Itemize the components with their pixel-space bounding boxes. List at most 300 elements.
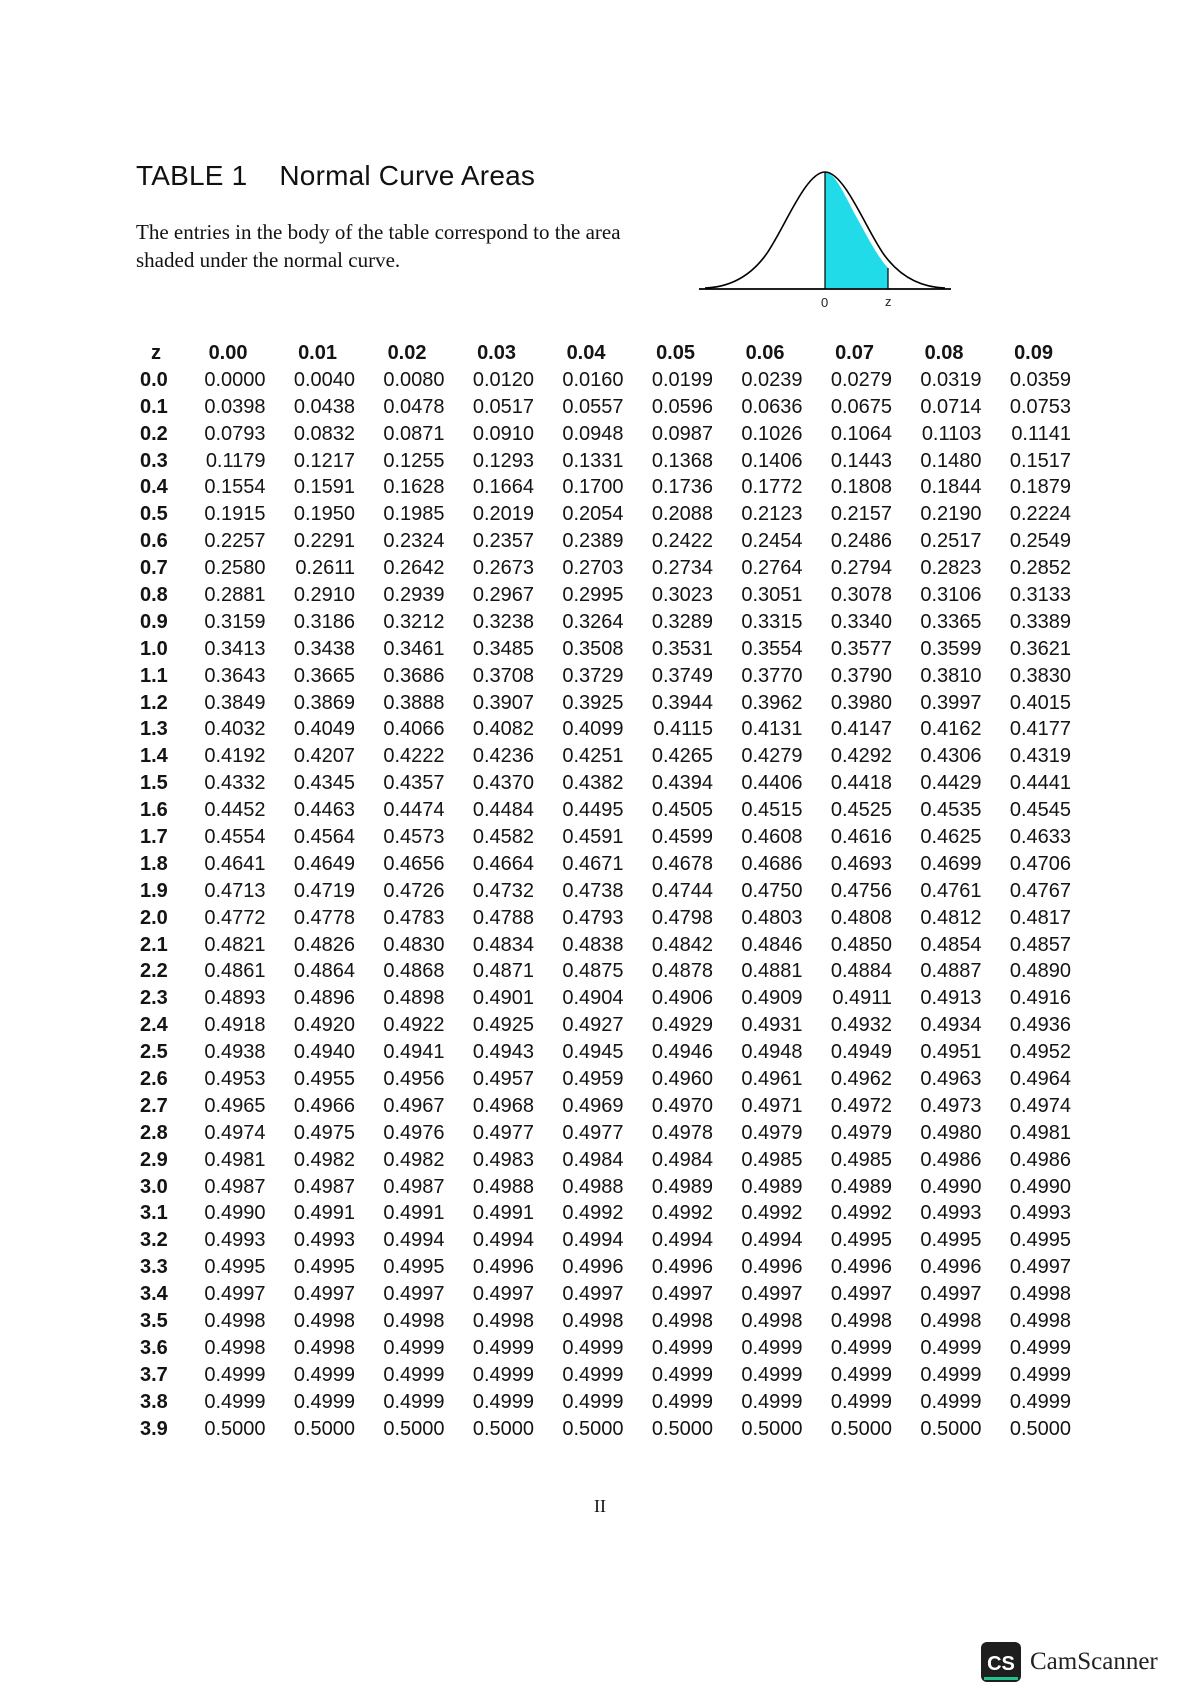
area-value: 0.4998 xyxy=(562,1310,624,1332)
area-value: 0.3340 xyxy=(830,610,892,633)
area-value: 0.5000 xyxy=(204,1417,266,1440)
area-value: 0.4999 xyxy=(830,1336,892,1359)
area-value: 0.4864 xyxy=(293,960,355,983)
area-value: 0.4999 xyxy=(472,1363,534,1386)
header-col: 0.03 xyxy=(477,341,516,364)
area-value: 0.4951 xyxy=(920,1041,982,1064)
z-value: 0.7 xyxy=(140,557,168,580)
area-value: 0.3186 xyxy=(293,610,355,633)
table-row xyxy=(136,421,1071,448)
area-value: 0.3907 xyxy=(472,691,534,714)
z-value: 1.8 xyxy=(140,852,168,875)
z-value: 1.0 xyxy=(140,637,168,660)
area-value: 0.4474 xyxy=(383,799,445,822)
area-value: 0.3212 xyxy=(383,610,445,633)
table-row xyxy=(136,958,1071,985)
area-value: 0.4998 xyxy=(920,1310,982,1332)
table-row xyxy=(136,663,1071,690)
area-value: 0.4997 xyxy=(651,1283,713,1306)
area-value: 0.0120 xyxy=(472,368,534,391)
header-z: z xyxy=(151,341,161,364)
area-value: 0.4893 xyxy=(204,987,266,1010)
area-value: 0.4625 xyxy=(920,825,982,848)
table-header-row xyxy=(136,340,1071,367)
area-value: 0.4406 xyxy=(741,772,803,795)
area-value: 0.4998 xyxy=(651,1310,713,1332)
area-value: 0.3925 xyxy=(562,691,624,714)
area-value: 0.4881 xyxy=(741,960,803,983)
area-value: 0.4999 xyxy=(383,1390,445,1413)
area-value: 0.4977 xyxy=(472,1121,534,1144)
table-title: Normal Curve Areas xyxy=(279,160,536,191)
table-row xyxy=(136,1362,1071,1389)
area-value: 0.4999 xyxy=(920,1363,982,1386)
table-row xyxy=(136,1174,1071,1201)
area-value: 0.0398 xyxy=(204,395,266,418)
area-value: 0.4236 xyxy=(472,745,534,768)
area-value: 0.0948 xyxy=(562,422,624,445)
area-value: 0.3133 xyxy=(1009,583,1071,606)
area-value: 0.4995 xyxy=(383,1256,445,1279)
area-value: 0.2794 xyxy=(830,557,892,580)
area-value: 0.1628 xyxy=(383,476,445,499)
area-value: 0.4996 xyxy=(472,1256,534,1279)
area-value: 0.4706 xyxy=(1009,852,1071,875)
area-value: 0.3708 xyxy=(472,664,534,687)
area-value: 0.1141 xyxy=(1011,422,1071,445)
table-row xyxy=(136,1012,1071,1039)
z-value: 2.6 xyxy=(140,1067,168,1090)
area-value: 0.4911 xyxy=(832,987,892,1010)
area-value: 0.5000 xyxy=(1009,1417,1071,1440)
table-row xyxy=(136,636,1071,663)
area-value: 0.5000 xyxy=(293,1417,355,1440)
area-value: 0.4896 xyxy=(293,987,355,1010)
z-value: 3.6 xyxy=(140,1336,168,1359)
area-value: 0.4988 xyxy=(562,1175,624,1198)
area-value: 0.3686 xyxy=(383,664,445,687)
area-value: 0.4463 xyxy=(293,799,355,822)
area-value: 0.4981 xyxy=(1009,1121,1071,1144)
area-value: 0.0279 xyxy=(830,368,892,391)
table-row xyxy=(136,609,1071,636)
z-value: 2.8 xyxy=(140,1121,168,1144)
area-value: 0.4306 xyxy=(920,745,982,768)
z-value: 1.5 xyxy=(140,772,168,795)
area-value: 0.4830 xyxy=(383,933,445,956)
area-value: 0.4969 xyxy=(562,1094,624,1117)
area-value: 0.4978 xyxy=(651,1121,713,1144)
area-value: 0.4319 xyxy=(1009,745,1071,768)
area-value: 0.4573 xyxy=(383,825,445,848)
area-value: 0.2257 xyxy=(204,530,266,553)
z-value: 1.9 xyxy=(140,879,168,902)
table-row xyxy=(136,932,1071,959)
table-row xyxy=(136,743,1071,770)
area-value: 0.4996 xyxy=(562,1256,624,1279)
area-value: 0.4699 xyxy=(920,852,982,875)
area-value: 0.4999 xyxy=(293,1363,355,1386)
area-value: 0.4999 xyxy=(204,1390,266,1413)
area-value: 0.4999 xyxy=(651,1336,713,1359)
z-value: 0.0 xyxy=(140,368,168,391)
area-value: 0.4993 xyxy=(1009,1202,1071,1225)
area-value: 0.0871 xyxy=(383,422,445,445)
area-value: 0.4931 xyxy=(741,1014,803,1037)
area-value: 0.4999 xyxy=(204,1363,266,1386)
area-value: 0.1064 xyxy=(830,422,892,445)
area-value: 0.1879 xyxy=(1009,476,1071,499)
area-value: 0.4803 xyxy=(741,906,803,929)
area-value: 0.4994 xyxy=(741,1229,803,1252)
area-value: 0.4382 xyxy=(562,772,624,795)
area-value: 0.4838 xyxy=(562,933,624,956)
area-value: 0.4999 xyxy=(741,1390,803,1413)
table-row xyxy=(136,851,1071,878)
area-value: 0.0080 xyxy=(383,368,445,391)
area-value: 0.4332 xyxy=(204,772,266,795)
area-value: 0.1293 xyxy=(472,449,534,472)
z-value: 0.6 xyxy=(140,530,168,553)
area-value: 0.2734 xyxy=(651,557,713,580)
area-value: 0.3997 xyxy=(920,691,982,714)
area-value: 0.4904 xyxy=(562,987,624,1010)
area-value: 0.2580 xyxy=(204,557,266,580)
area-value: 0.4999 xyxy=(1009,1363,1071,1386)
table-row xyxy=(136,1147,1071,1174)
area-value: 0.2764 xyxy=(741,557,803,580)
z-value: 2.5 xyxy=(140,1041,168,1064)
area-value: 0.4987 xyxy=(293,1175,355,1198)
area-value: 0.4994 xyxy=(651,1229,713,1252)
area-value: 0.4913 xyxy=(920,987,982,1010)
area-value: 0.2486 xyxy=(830,530,892,553)
camscanner-watermark: CamScanner xyxy=(1030,1648,1158,1675)
z-value: 1.7 xyxy=(140,825,168,848)
area-value: 0.4756 xyxy=(830,879,892,902)
area-value: 0.4826 xyxy=(293,933,355,956)
area-value: 0.4861 xyxy=(204,960,266,983)
camscanner-logo-text: CS xyxy=(987,1653,1015,1675)
z-value: 3.5 xyxy=(140,1310,168,1332)
area-value: 0.4990 xyxy=(1009,1175,1071,1198)
area-value: 0.4994 xyxy=(383,1229,445,1252)
z-value: 0.8 xyxy=(140,583,168,606)
z-value: 2.3 xyxy=(140,987,168,1010)
z-value: 0.1 xyxy=(140,395,168,418)
area-value: 0.4946 xyxy=(651,1041,713,1064)
area-value: 0.3869 xyxy=(293,691,355,714)
area-value: 0.4985 xyxy=(741,1148,803,1171)
area-value: 0.4974 xyxy=(204,1121,266,1144)
area-value: 0.4936 xyxy=(1009,1014,1071,1037)
table-row xyxy=(136,1039,1071,1066)
area-value: 0.4999 xyxy=(830,1390,892,1413)
header-col: 0.09 xyxy=(1014,341,1053,364)
area-value: 0.4998 xyxy=(383,1310,445,1332)
area-value: 0.4767 xyxy=(1009,879,1071,902)
z-value: 3.3 xyxy=(140,1256,168,1279)
table-title-line xyxy=(136,160,535,192)
area-value: 0.4955 xyxy=(293,1067,355,1090)
area-value: 0.4608 xyxy=(741,825,803,848)
table-row xyxy=(136,582,1071,609)
area-value: 0.4995 xyxy=(204,1256,266,1279)
z-value: 1.1 xyxy=(140,664,168,687)
area-value: 0.4099 xyxy=(562,718,624,741)
area-value: 0.1808 xyxy=(830,476,892,499)
table-row xyxy=(136,528,1071,555)
area-value: 0.4963 xyxy=(920,1067,982,1090)
area-value: 0.4993 xyxy=(204,1229,266,1252)
area-value: 0.4998 xyxy=(1009,1283,1071,1306)
z-value: 2.0 xyxy=(140,906,168,929)
area-value: 0.1217 xyxy=(293,449,355,472)
area-value: 0.3289 xyxy=(651,610,713,633)
area-value: 0.1772 xyxy=(741,476,803,499)
area-value: 0.4279 xyxy=(741,745,803,768)
area-value: 0.3888 xyxy=(383,691,445,714)
z-value: 2.9 xyxy=(140,1148,168,1171)
area-value: 0.4988 xyxy=(472,1175,534,1198)
table-row xyxy=(136,1093,1071,1120)
area-value: 0.3413 xyxy=(204,637,266,660)
area-value: 0.4713 xyxy=(204,879,266,902)
area-value: 0.1331 xyxy=(562,449,624,472)
area-value: 0.0000 xyxy=(204,368,266,391)
area-value: 0.4719 xyxy=(293,879,355,902)
area-value: 0.4929 xyxy=(651,1014,713,1037)
header-col: 0.01 xyxy=(298,341,337,364)
table-row xyxy=(136,878,1071,905)
table-row xyxy=(136,555,1071,582)
area-value: 0.4984 xyxy=(651,1148,713,1171)
area-value: 0.4916 xyxy=(1009,987,1071,1010)
area-value: 0.4761 xyxy=(920,879,982,902)
z-value: 3.8 xyxy=(140,1390,168,1413)
area-value: 0.4994 xyxy=(562,1229,624,1252)
area-value: 0.3438 xyxy=(293,637,355,660)
area-value: 0.4934 xyxy=(920,1014,982,1037)
area-value: 0.4999 xyxy=(472,1336,534,1359)
area-value: 0.4495 xyxy=(562,799,624,822)
area-value: 0.4932 xyxy=(830,1014,892,1037)
area-value: 0.2291 xyxy=(293,530,355,553)
table-row xyxy=(136,1227,1071,1254)
area-value: 0.1443 xyxy=(830,449,892,472)
area-value: 0.4997 xyxy=(562,1283,624,1306)
area-value: 0.4977 xyxy=(562,1121,624,1144)
area-value: 0.4972 xyxy=(830,1094,892,1117)
area-value: 0.4887 xyxy=(920,960,982,983)
area-value: 0.2967 xyxy=(472,583,534,606)
area-value: 0.4998 xyxy=(293,1310,355,1332)
area-value: 0.4251 xyxy=(562,745,624,768)
area-value: 0.4964 xyxy=(1009,1067,1071,1090)
area-value: 0.4999 xyxy=(562,1336,624,1359)
table-row xyxy=(136,1416,1071,1443)
area-value: 0.4995 xyxy=(830,1229,892,1252)
area-value: 0.4878 xyxy=(651,960,713,983)
table-row xyxy=(136,367,1071,394)
area-value: 0.0832 xyxy=(293,422,355,445)
area-value: 0.3643 xyxy=(204,664,266,687)
area-value: 0.0478 xyxy=(383,395,445,418)
area-value: 0.4147 xyxy=(830,718,892,741)
area-value: 0.4997 xyxy=(293,1283,355,1306)
area-value: 0.4999 xyxy=(472,1390,534,1413)
area-value: 0.4996 xyxy=(741,1256,803,1279)
table-label: TABLE 1 xyxy=(136,160,248,191)
area-value: 0.4999 xyxy=(562,1390,624,1413)
area-value: 0.4997 xyxy=(472,1283,534,1306)
area-value: 0.4974 xyxy=(1009,1094,1071,1117)
normal-curve-figure xyxy=(695,160,955,315)
area-value: 0.5000 xyxy=(830,1417,892,1440)
area-value: 0.5000 xyxy=(920,1417,982,1440)
area-value: 0.4989 xyxy=(651,1175,713,1198)
area-value: 0.4941 xyxy=(383,1041,445,1064)
area-value: 0.2054 xyxy=(562,503,624,526)
z-value: 0.5 xyxy=(140,503,168,526)
area-value: 0.4222 xyxy=(383,745,445,768)
area-value: 0.4999 xyxy=(651,1390,713,1413)
area-value: 0.4940 xyxy=(293,1041,355,1064)
area-value: 0.2157 xyxy=(830,503,892,526)
area-value: 0.4992 xyxy=(651,1202,713,1225)
area-value: 0.4967 xyxy=(383,1094,445,1117)
area-value: 0.4545 xyxy=(1009,799,1071,822)
table-row xyxy=(136,448,1071,475)
area-value: 0.4986 xyxy=(1009,1148,1071,1171)
area-value: 0.3665 xyxy=(293,664,355,687)
area-value: 0.3849 xyxy=(204,691,266,714)
area-value: 0.4357 xyxy=(383,772,445,795)
area-value: 0.4265 xyxy=(651,745,713,768)
area-value: 0.4965 xyxy=(204,1094,266,1117)
area-value: 0.3790 xyxy=(830,664,892,687)
header-col: 0.04 xyxy=(566,341,606,364)
area-value: 0.4641 xyxy=(204,852,266,875)
area-value: 0.4162 xyxy=(920,718,982,741)
area-value: 0.4996 xyxy=(920,1256,982,1279)
area-value: 0.4345 xyxy=(293,772,355,795)
area-value: 0.4997 xyxy=(204,1283,266,1306)
area-value: 0.4968 xyxy=(472,1094,534,1117)
area-value: 0.4850 xyxy=(830,933,892,956)
area-value: 0.4998 xyxy=(741,1310,803,1332)
area-value: 0.2019 xyxy=(472,503,534,526)
area-value: 0.0675 xyxy=(830,395,892,418)
area-value: 0.2357 xyxy=(472,530,534,553)
area-value: 0.4991 xyxy=(472,1202,534,1225)
z-value: 2.1 xyxy=(140,933,168,956)
area-value: 0.2995 xyxy=(562,583,624,606)
area-value: 0.4505 xyxy=(651,799,713,822)
area-value: 0.1368 xyxy=(651,449,713,472)
table-row xyxy=(136,770,1071,797)
area-value: 0.1736 xyxy=(651,476,713,499)
area-value: 0.4788 xyxy=(472,906,534,929)
area-value: 0.4927 xyxy=(562,1014,624,1037)
table-row xyxy=(136,1335,1071,1362)
area-value: 0.4857 xyxy=(1009,933,1071,956)
area-value: 0.0987 xyxy=(651,422,713,445)
table-row xyxy=(136,1201,1071,1228)
area-value: 0.4957 xyxy=(472,1067,534,1090)
area-value: 0.2939 xyxy=(383,583,445,606)
area-value: 0.4999 xyxy=(293,1390,355,1413)
area-value: 0.4998 xyxy=(830,1310,892,1332)
area-value: 0.4535 xyxy=(920,799,982,822)
area-value: 0.3365 xyxy=(920,610,982,633)
z-value: 3.1 xyxy=(140,1202,168,1225)
area-value: 0.1517 xyxy=(1009,449,1071,472)
z-value: 0.2 xyxy=(140,422,168,445)
area-value: 0.4995 xyxy=(1009,1229,1071,1252)
area-value: 0.4798 xyxy=(651,906,713,929)
area-value: 0.4664 xyxy=(472,852,534,875)
area-value: 0.4987 xyxy=(204,1175,266,1198)
area-value: 0.4192 xyxy=(204,745,266,768)
area-value: 0.4750 xyxy=(741,879,803,902)
camscanner-logo-icon xyxy=(980,1641,1022,1683)
area-value: 0.4982 xyxy=(383,1148,445,1171)
area-value: 0.3980 xyxy=(830,691,892,714)
area-value: 0.0438 xyxy=(293,395,355,418)
z-value: 1.6 xyxy=(140,799,168,822)
header-col: 0.02 xyxy=(387,341,427,364)
area-value: 0.3577 xyxy=(830,637,892,660)
area-value: 0.1700 xyxy=(562,476,624,499)
area-value: 0.4999 xyxy=(830,1363,892,1386)
area-value: 0.4032 xyxy=(204,718,266,741)
area-value: 0.4177 xyxy=(1009,718,1071,741)
area-value: 0.4989 xyxy=(741,1175,803,1198)
area-value: 0.4793 xyxy=(562,906,624,929)
area-value: 0.4971 xyxy=(741,1094,803,1117)
area-value: 0.3749 xyxy=(651,664,713,687)
table-row xyxy=(136,1066,1071,1093)
area-value: 0.4996 xyxy=(830,1256,892,1279)
area-value: 0.4817 xyxy=(1009,906,1071,929)
area-value: 0.4990 xyxy=(920,1175,982,1198)
area-value: 0.0040 xyxy=(293,368,355,391)
area-value: 0.4441 xyxy=(1009,772,1071,795)
area-value: 0.4678 xyxy=(651,852,713,875)
area-value: 0.3389 xyxy=(1009,610,1071,633)
area-value: 0.4515 xyxy=(741,799,803,822)
area-value: 0.4890 xyxy=(1009,960,1071,983)
area-value: 0.1664 xyxy=(472,476,534,499)
area-value: 0.4901 xyxy=(472,987,534,1010)
z-value: 1.3 xyxy=(140,718,168,741)
area-value: 0.4082 xyxy=(472,718,534,741)
table-row xyxy=(136,474,1071,501)
table-description: The entries in the body of the table correspond to the area shaded under the normal curve. xyxy=(136,220,621,272)
area-value: 0.4991 xyxy=(293,1202,355,1225)
z-value: 3.0 xyxy=(140,1175,168,1198)
area-value: 0.2852 xyxy=(1009,557,1071,580)
area-value: 0.4938 xyxy=(204,1041,266,1064)
table-row xyxy=(136,1120,1071,1147)
z-value: 2.7 xyxy=(140,1094,168,1117)
area-value: 0.4970 xyxy=(651,1094,713,1117)
area-value: 0.4973 xyxy=(920,1094,982,1117)
area-value: 0.3508 xyxy=(562,637,624,660)
area-value: 0.4884 xyxy=(830,960,892,983)
area-value: 0.4997 xyxy=(741,1283,803,1306)
